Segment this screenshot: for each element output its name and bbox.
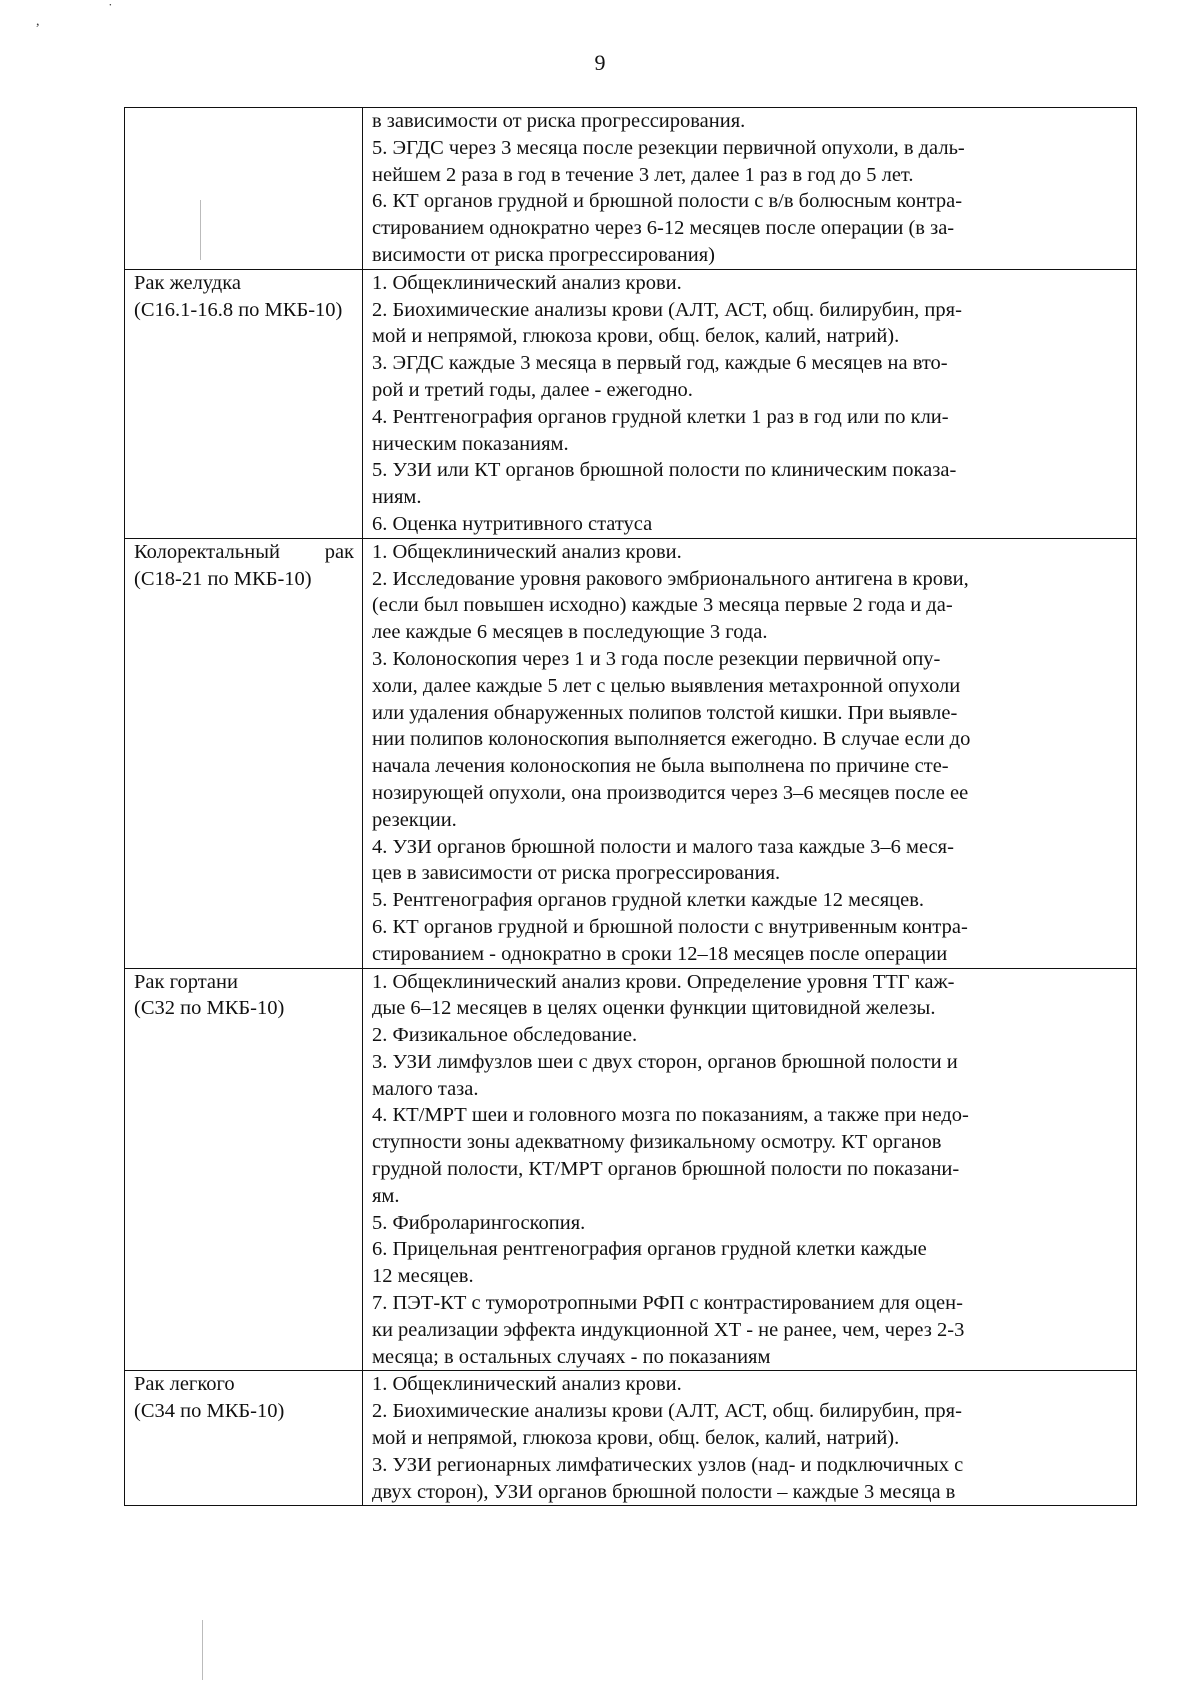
procedure-line: ническим показаниям.	[372, 432, 569, 455]
procedure-line: лее каждые 6 месяцев в последующие 3 года.	[372, 621, 768, 644]
procedure-line: (если был повышен исходно) каждые 3 месяца первые 2 года и да-	[372, 594, 953, 617]
procedure-line: малого таза.	[372, 1077, 479, 1100]
procedure-line: 5. Рентгенография органов грудной клетки каждые 12 месяцев.	[372, 889, 925, 912]
page-number: 9	[594, 50, 606, 75]
procedure-line: 5. Фиброларингоскопия.	[372, 1211, 586, 1234]
procedure-line: 2. Физикальное обследование.	[372, 1024, 638, 1047]
procedure-line: 6. Прицельная рентгенография органов грудной клетки каждые	[372, 1238, 927, 1261]
diagnosis-name-part: Колоректальный	[134, 540, 280, 563]
procedure-line: 1. Общеклинический анализ крови. Определение уровня ТТГ каж-	[372, 970, 955, 993]
procedure-line: 4. Рентгенография органов грудной клетки 1 раз в год или по кли-	[372, 405, 949, 428]
procedure-line: 1. Общеклинический анализ крови.	[372, 271, 682, 294]
procedure-line: 6. КТ органов грудной и брюшной полости с в/в болюсным контра-	[372, 190, 963, 213]
procedure-line: стированием однократно через 6-12 месяцев после операции (в за-	[372, 217, 955, 240]
diagnosis-cell	[125, 968, 363, 1371]
diagnosis-cell	[125, 269, 363, 538]
procedure-line: грудной полости, КТ/МРТ органов брюшной полости по показани-	[372, 1158, 960, 1181]
procedures-cell	[363, 108, 1137, 270]
procedures-cell	[363, 968, 1137, 1371]
procedure-line: нии полипов колоноскопия выполняется ежегодно. В случае если до	[372, 728, 971, 751]
procedure-line: нейшем 2 раза в год в течение 3 лет, далее 1 раз в год до 5 лет.	[372, 163, 914, 186]
table-row	[125, 269, 1137, 538]
procedure-line: 3. Колоноскопия через 1 и 3 года после резекции первичной опу-	[372, 647, 941, 670]
procedure-line: 3. УЗИ регионарных лимфатических узлов (над- и подключичных с	[372, 1453, 964, 1476]
procedure-line: 5. ЭГДС через 3 месяца после резекции первичной опухоли, в даль-	[372, 136, 965, 159]
diagnosis-cell	[125, 1371, 363, 1506]
procedure-line: 4. УЗИ органов брюшной полости и малого таза каждые 3–6 меся-	[372, 835, 954, 858]
procedure-line: нозирующей опухоли, она производится через 3–6 месяцев после ее	[372, 781, 969, 804]
table-row	[125, 108, 1137, 270]
icd-code: (С18-21 по МКБ-10)	[134, 567, 312, 590]
procedures-cell	[363, 1371, 1137, 1506]
procedure-line: висимости от риска прогрессирования)	[372, 243, 715, 266]
procedure-line: в зависимости от риска прогрессирования.	[372, 110, 746, 132]
procedure-line: 6. Оценка нутритивного статуса	[372, 512, 653, 535]
icd-code: (С32 по МКБ-10)	[134, 997, 285, 1020]
procedure-line: или удаления обнаруженных полипов толстой кишки. При выявле-	[372, 701, 958, 724]
procedure-line: мой и непрямой, глюкоза крови, общ. белок, калий, натрий).	[372, 1427, 900, 1450]
procedure-line: 3. ЭГДС каждые 3 месяца в первый год, каждые 6 месяцев на вто-	[372, 352, 948, 375]
procedure-line: 3. УЗИ лимфузлов шеи с двух сторон, органов брюшной полости и	[372, 1050, 958, 1073]
diagnosis-name	[134, 539, 354, 566]
scan-gutter-line	[202, 1620, 203, 1680]
follow-up-table	[124, 107, 1137, 1506]
procedure-line: 7. ПЭТ-КТ с туморотропными РФП с контрастированием для оцен-	[372, 1292, 963, 1315]
table-row	[125, 968, 1137, 1371]
procedure-line: холи, далее каждые 5 лет с целью выявления метахронной опухоли	[372, 674, 961, 697]
procedure-line: месяца; в остальных случаях - по показаниям	[372, 1345, 771, 1368]
procedure-line: 12 месяцев.	[372, 1265, 474, 1288]
procedure-line: 1. Общеклинический анализ крови.	[372, 1373, 682, 1396]
procedure-line: дые 6–12 месяцев в целях оценки функции щитовидной железы.	[372, 997, 936, 1020]
table-row	[125, 538, 1137, 968]
icd-code: (С34 по МКБ-10)	[134, 1400, 285, 1423]
diagnosis-name: Рак желудка	[134, 271, 241, 294]
diagnosis-name: Рак гортани	[134, 970, 238, 993]
diagnosis-name-part: рак	[324, 540, 354, 563]
procedure-line: резекции.	[372, 808, 457, 831]
procedure-line: ки реализации эффекта индукционной ХТ - не ранее, чем, через 2-3	[372, 1318, 965, 1341]
procedure-line: 2. Биохимические анализы крови (АЛТ, АСТ, общ. билирубин, пря-	[372, 298, 962, 321]
procedure-line: начала лечения колоноскопия не была выполнена по причине сте-	[372, 755, 949, 778]
procedure-line: ступности зоны адекватному физикальному осмотру. КТ органов	[372, 1131, 942, 1154]
procedure-line: мой и непрямой, глюкоза крови, общ. белок, калий, натрий).	[372, 325, 900, 348]
scan-mark-right: ˙	[108, 2, 113, 17]
procedure-line: 6. КТ органов грудной и брюшной полости с внутривенным контра-	[372, 915, 968, 938]
procedure-line: 1. Общеклинический анализ крови.	[372, 540, 682, 563]
icd-code: (С16.1-16.8 по МКБ-10)	[134, 298, 343, 321]
procedure-line: цев в зависимости от риска прогрессирования.	[372, 862, 781, 885]
procedure-line: ниям.	[372, 486, 422, 509]
procedure-line: рой и третий годы, далее - ежегодно.	[372, 378, 693, 401]
procedure-line: стированием - однократно в сроки 12–18 месяцев после операции	[372, 942, 948, 965]
procedure-line: двух сторон), УЗИ органов брюшной полости – каждые 3 месяца в	[372, 1480, 956, 1503]
diagnosis-name: Рак легкого	[134, 1373, 235, 1396]
procedures-cell	[363, 538, 1137, 968]
scan-mark-left: ,	[36, 14, 40, 29]
diagnosis-cell	[125, 538, 363, 968]
procedure-line: ям.	[372, 1184, 400, 1207]
table-row	[125, 1371, 1137, 1506]
procedure-line: 2. Биохимические анализы крови (АЛТ, АСТ, общ. билирубин, пря-	[372, 1400, 962, 1423]
procedures-cell	[363, 269, 1137, 538]
procedure-line: 4. КТ/МРТ шеи и головного мозга по показаниям, а также при недо-	[372, 1104, 969, 1127]
procedure-line: 5. УЗИ или КТ органов брюшной полости по клиническим показа-	[372, 459, 957, 482]
diagnosis-cell	[125, 108, 363, 270]
procedure-line: 2. Исследование уровня ракового эмбрионального антигена в крови,	[372, 567, 969, 590]
